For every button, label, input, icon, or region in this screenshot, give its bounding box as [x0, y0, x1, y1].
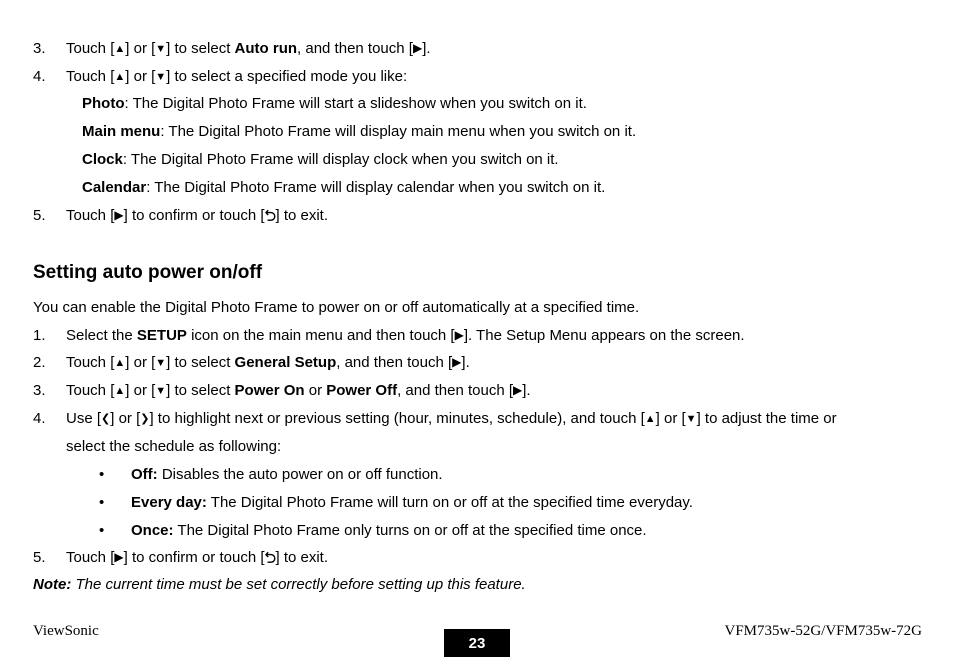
up-arrow-icon: ▲ — [114, 357, 126, 369]
footer-model: VFM735w-52G/VFM735w-72G — [724, 623, 922, 639]
down-arrow-icon: ▼ — [155, 43, 167, 55]
up-arrow-icon: ▲ — [114, 71, 126, 83]
right-arrow-icon: ▶ — [412, 41, 423, 55]
down-arrow-icon: ▼ — [155, 385, 167, 397]
down-arrow-icon: ▼ — [685, 413, 697, 425]
footer-brand: ViewSonic — [33, 623, 99, 639]
right-arrow-icon: ▶ — [114, 208, 124, 222]
note: Note: The current time must be set correctly before setting up this feature. — [33, 576, 526, 593]
right-arrow-icon: ▶ — [452, 355, 462, 369]
up-arrow-icon: ▲ — [644, 413, 656, 425]
section-heading: Setting auto power on/off — [33, 262, 263, 283]
down-arrow-icon: ▼ — [155, 71, 167, 83]
right-chevron-icon: ❯ — [140, 413, 150, 425]
return-icon — [265, 209, 276, 221]
up-arrow-icon: ▲ — [114, 385, 126, 397]
right-arrow-icon: ▶ — [454, 328, 464, 342]
up-arrow-icon: ▲ — [114, 43, 126, 55]
right-arrow-icon: ▶ — [513, 383, 523, 397]
intro-paragraph: You can enable the Digital Photo Frame to power on or off automatically at a specified time. — [33, 299, 640, 316]
right-arrow-icon: ▶ — [114, 550, 124, 564]
down-arrow-icon: ▼ — [155, 357, 167, 369]
page-number: 23 — [444, 629, 510, 657]
left-chevron-icon: ❮ — [101, 413, 111, 425]
return-icon — [265, 551, 276, 563]
